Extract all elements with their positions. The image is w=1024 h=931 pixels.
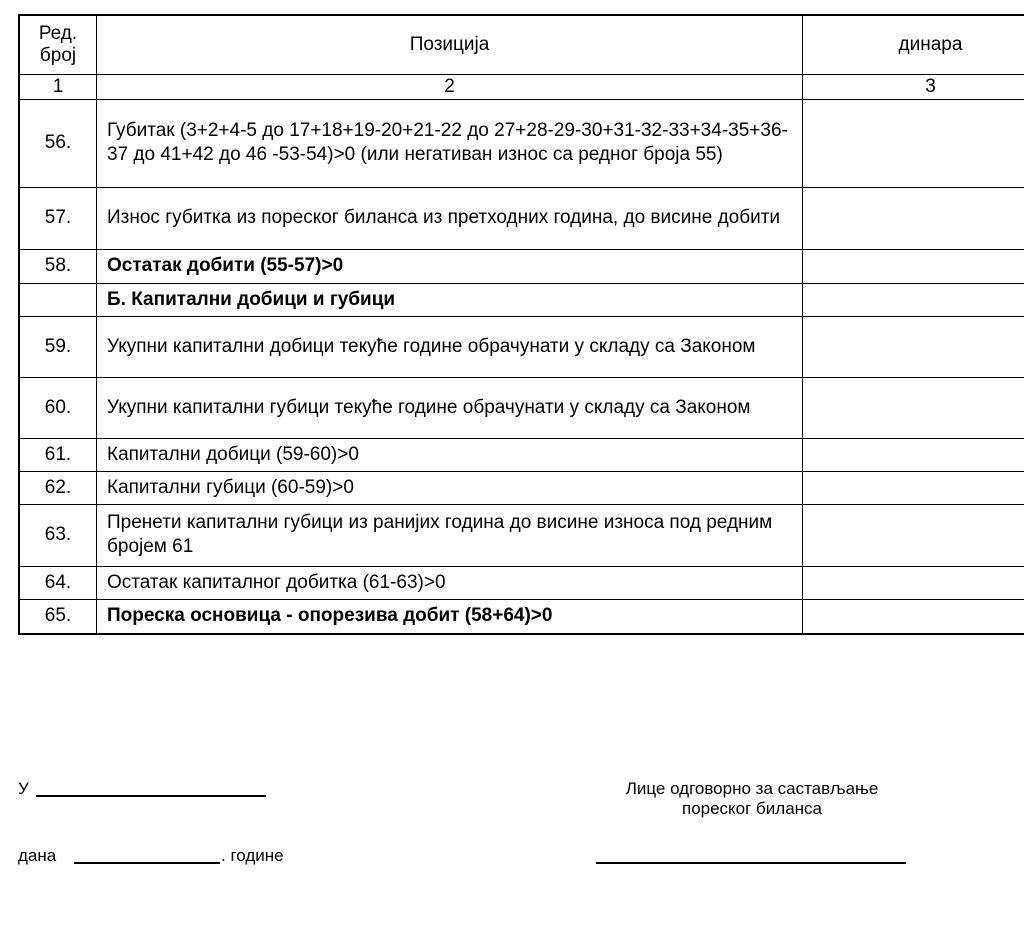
row-number: 56. [19, 99, 97, 187]
responsible-person-line1: Лице одговорно за састављање [625, 779, 879, 798]
row-position-text: Остатак добити (55-57)>0 [97, 249, 803, 283]
table-row [19, 249, 1024, 283]
row-amount-cell[interactable] [803, 99, 1024, 187]
row-number: 59. [19, 316, 97, 377]
row-number: 64. [19, 566, 97, 599]
row-amount-cell[interactable] [803, 187, 1024, 249]
date-prefix-label: дана [18, 846, 57, 865]
table-row [19, 599, 1024, 634]
row-position-text: Укупни капитални добици текуће године обрачунати у складу са Законом [97, 316, 803, 377]
row-number: 61. [19, 438, 97, 471]
row-amount-cell[interactable] [803, 438, 1024, 471]
row-number: 57. [19, 187, 97, 249]
table-row [19, 377, 1024, 438]
table-header-row [19, 15, 1024, 74]
row-amount-cell[interactable] [803, 316, 1024, 377]
row-number: 60. [19, 377, 97, 438]
row-position-text: Капитални добици (59-60)>0 [97, 438, 803, 471]
row-position-text: Капитални губици (60-59)>0 [97, 471, 803, 504]
table-row [19, 471, 1024, 504]
row-amount-cell[interactable] [803, 471, 1024, 504]
table-row [19, 187, 1024, 249]
date-suffix-label: . године [221, 846, 284, 865]
row-amount-cell[interactable] [803, 599, 1024, 634]
header-row-number-line2: број [39, 44, 77, 66]
place-field[interactable] [36, 795, 266, 797]
row-position-text: Износ губитка из пореског биланса из претходних година, до висине добити [97, 187, 803, 249]
responsible-person-label [582, 779, 922, 819]
row-position-text: Губитак (3+2+4-5 до 17+18+19-20+21-22 до 27+28-29-30+31-32-33+34-35+36-37 до 41+42 до 46 -53-54)>0 (или негативан износ са редног броја 55) [97, 99, 803, 187]
header-position: Позиција [97, 15, 803, 74]
responsible-person-line2: пореског биланса [681, 799, 823, 818]
table-row [19, 566, 1024, 599]
date-field[interactable] [74, 862, 220, 864]
column-number-1: 1 [19, 74, 97, 99]
row-amount-cell[interactable] [803, 377, 1024, 438]
row-number: 58. [19, 249, 97, 283]
table-row [19, 438, 1024, 471]
row-number: 63. [19, 504, 97, 566]
row-position-text: Остатак капиталног добитка (61-63)>0 [97, 566, 803, 599]
signature-field[interactable] [596, 862, 906, 864]
column-number-3: 3 [803, 74, 1024, 99]
row-number [19, 283, 97, 316]
table-row [19, 316, 1024, 377]
place-label: У [18, 779, 29, 798]
row-number: 62. [19, 471, 97, 504]
table-row [19, 504, 1024, 566]
header-row-number [19, 15, 97, 74]
column-number-row [19, 74, 1024, 99]
row-amount-cell[interactable] [803, 504, 1024, 566]
row-position-text: Пренети капитални губици из ранијих година до висине износа под редним бројем 61 [97, 504, 803, 566]
row-position-text: Пореска основица - опорезива добит (58+64)>0 [97, 599, 803, 634]
column-number-2: 2 [97, 74, 803, 99]
section-header-row [19, 283, 1024, 316]
section-title: Б. Капитални добици и губици [97, 283, 803, 316]
row-number: 65. [19, 599, 97, 634]
header-amount: динара [803, 15, 1024, 74]
row-amount-cell [803, 283, 1024, 316]
tax-balance-table [18, 14, 1024, 635]
row-amount-cell[interactable] [803, 249, 1024, 283]
header-row-number-line1: Ред. [38, 22, 78, 44]
row-position-text: Укупни капитални губици текуће године обрачунати у складу са Законом [97, 377, 803, 438]
table-row [19, 99, 1024, 187]
row-amount-cell[interactable] [803, 566, 1024, 599]
